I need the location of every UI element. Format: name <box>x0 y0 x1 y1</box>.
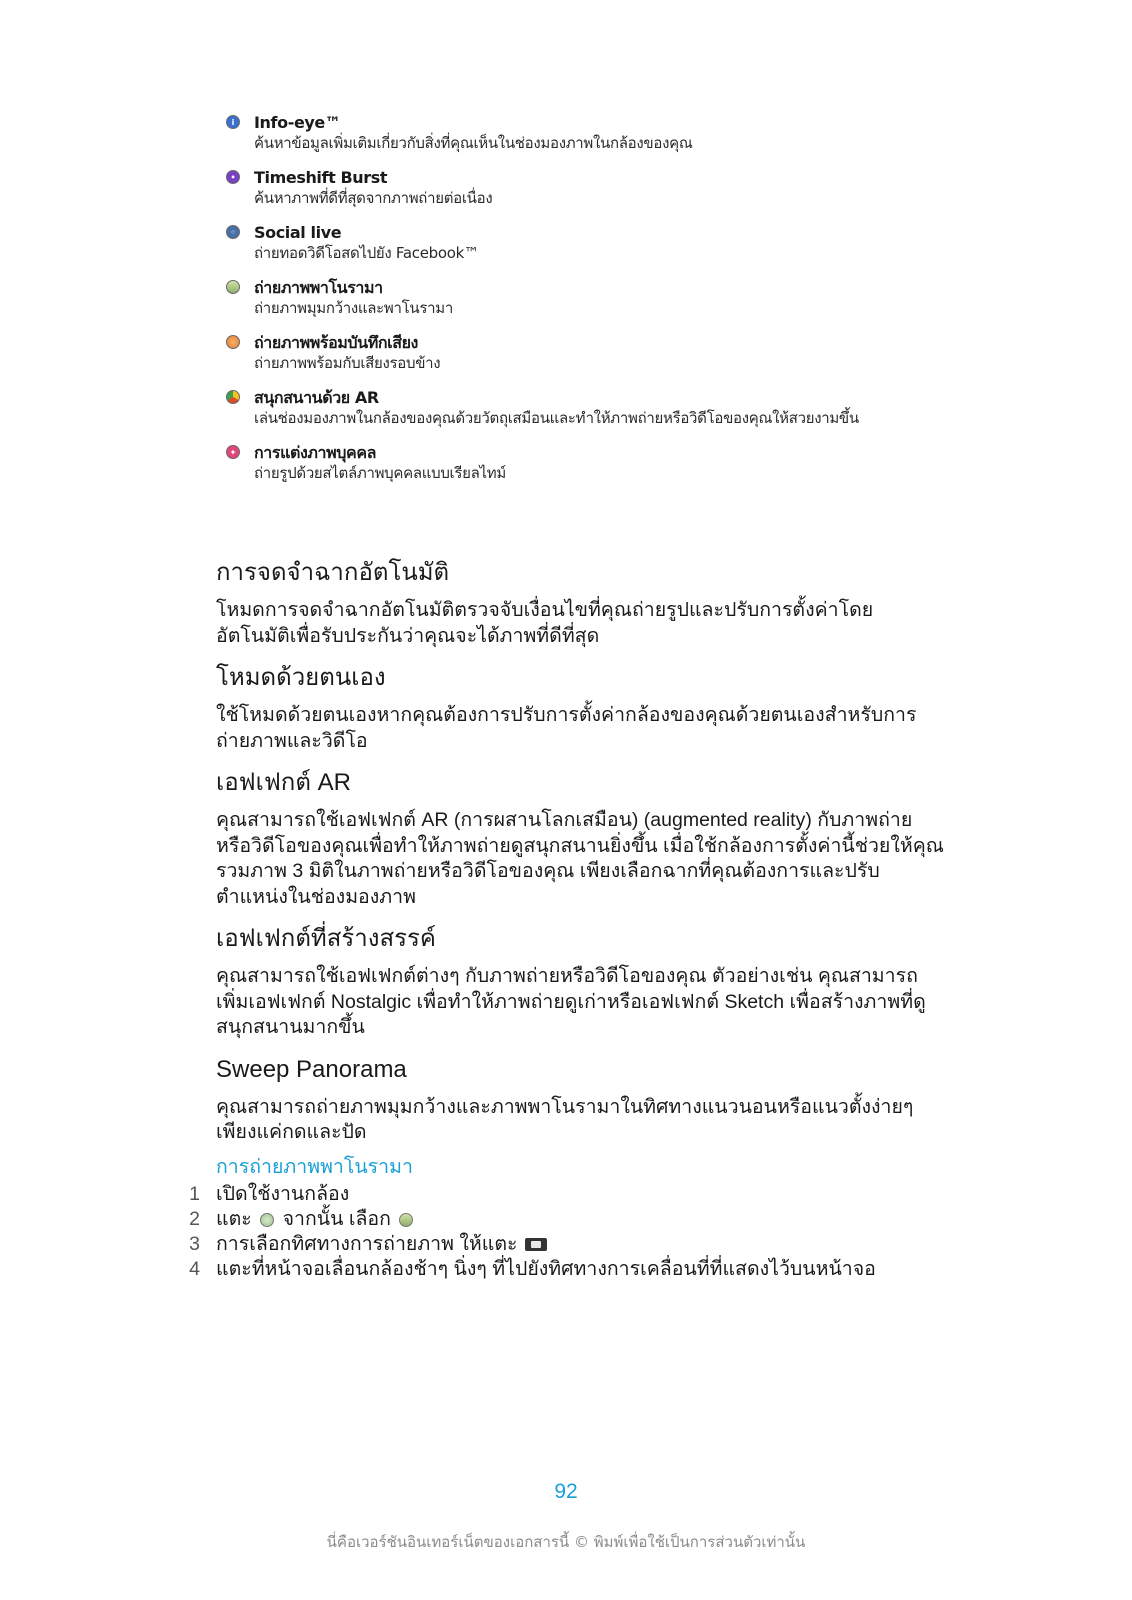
section-body: ใช้โหมดด้วยตนเองหากคุณต้องการปรับการตั้งค่ากล้องของคุณด้วยตนเองสำหรับการถ่ายภาพและวิดีโอ <box>216 704 917 752</box>
mode-description: ถ่ายภาพมุมกว้างและพาโนรามา <box>254 299 453 317</box>
camera-mode-list <box>224 112 944 497</box>
step-number: 1 <box>189 1182 200 1205</box>
direction-arrow-icon <box>525 1238 547 1251</box>
page-number: 92 <box>554 1480 578 1503</box>
mode-item-sound-photo <box>224 332 944 374</box>
mode-description: ถ่ายทอดวิดีโอสดไปยัง Facebook™ <box>254 244 479 262</box>
section-ar-effect <box>216 768 946 910</box>
mode-item-portrait-retouch <box>224 442 944 484</box>
mode-title: ถ่ายภาพพาโนรามา <box>254 278 383 297</box>
section-heading: เอฟเฟกต์ที่สร้างสรรค์ <box>216 925 436 952</box>
section-manual-mode <box>216 663 946 754</box>
mode-description: ค้นหาภาพที่ดีที่สุดจากภาพถ่ายต่อเนื่อง <box>254 189 493 207</box>
procedure-step <box>189 1182 946 1207</box>
mode-title: Info-eye™ <box>254 113 341 132</box>
step-number: 3 <box>189 1232 200 1255</box>
section-heading: โหมดด้วยตนเอง <box>216 664 386 691</box>
camera-mode-icon <box>260 1213 274 1227</box>
step-text: การเลือกทิศทางการถ่ายภาพ ให้แตะ <box>216 1232 518 1255</box>
procedure-title: การถ่ายภาพพาโนรามา <box>216 1155 413 1178</box>
procedure-step <box>189 1257 946 1282</box>
mode-title: การแต่งภาพบุคคล <box>254 443 377 462</box>
ar-fun-icon <box>226 390 240 404</box>
procedure-step <box>189 1207 946 1232</box>
mode-item-social-live <box>224 222 944 264</box>
mode-description: ถ่ายภาพพร้อมกับเสียงรอบข้าง <box>254 354 441 372</box>
portrait-retouch-icon: ✦ <box>226 445 240 459</box>
step-number: 4 <box>189 1257 200 1280</box>
procedure-step <box>189 1232 946 1257</box>
mode-description: ถ่ายรูปด้วยสไตล์ภาพบุคคลแบบเรียลไทม์ <box>254 464 506 482</box>
section-heading: การจดจำฉากอัตโนมัติ <box>216 559 450 586</box>
mode-item-info-eye <box>224 112 944 154</box>
mode-description: เล่นช่องมองภาพในกล้องของคุณด้วยวัตถุเสมือนและทำให้ภาพถ่ายหรือวิดีโอของคุณให้สวยงามขึ้น <box>254 409 859 427</box>
mode-title: ถ่ายภาพพร้อมบันทึกเสียง <box>254 333 418 352</box>
content-sections <box>189 558 946 1296</box>
info-eye-icon: i <box>226 115 240 129</box>
section-auto-scene <box>216 558 946 649</box>
step-text: จากนั้น เลือก <box>282 1207 391 1230</box>
social-live-icon: ◦ <box>226 225 240 239</box>
mode-title: สนุกสนานด้วย AR <box>254 388 379 407</box>
mode-title: Timeshift Burst <box>254 168 388 187</box>
section-body: คุณสามารถใช้เอฟเฟกต์ AR (การผสานโลกเสมือน) (augmented reality) กับภาพถ่ายหรือวิดีโอของคุณเพื่อทำให้ภาพถ่ายดูสนุกสนานยิ่งขึ้น เมื่อใช้กล้องการตั้งค่านี้ช่วยให้คุณรวมภาพ 3 มิติในภาพถ่ายหรือวิดีโอของคุณ เพียงเลือกฉากที่คุณต้องการและปรับตำแหน่งในช่องมองภาพ <box>216 809 944 908</box>
section-sweep-panorama <box>189 1055 946 1282</box>
step-text: เปิดใช้งานกล้อง <box>216 1182 350 1205</box>
section-heading: เอฟเฟกต์ AR <box>216 769 351 796</box>
mode-item-timeshift-burst <box>224 167 944 209</box>
step-text: แตะ <box>216 1207 252 1230</box>
section-heading: Sweep Panorama <box>216 1055 407 1083</box>
section-creative-effect <box>216 924 946 1041</box>
step-text: แตะที่หน้าจอเลื่อนกล้องช้าๆ นิ่งๆ ที่ไปยังทิศทางการเคลื่อนที่ที่แสดงไว้บนหน้าจอ <box>216 1257 876 1280</box>
section-body: คุณสามารถใช้เอฟเฟกต์ต่างๆ กับภาพถ่ายหรือวิดีโอของคุณ ตัวอย่างเช่น คุณสามารถเพิ่มเอฟเฟกต์ Nostalgic เพื่อทำให้ภาพถ่ายดูเก่าหรือเอฟเฟกต์ Sketch เพื่อสร้างภาพที่ดูสนุกสนานมากขึ้น <box>216 965 926 1038</box>
footer-note: นี่คือเวอร์ชันอินเทอร์เน็ตของเอกสารนี้ © พิมพ์เพื่อใช้เป็นการส่วนตัวเท่านั้น <box>326 1533 806 1551</box>
step-number: 2 <box>189 1207 200 1230</box>
mode-description: ค้นหาข้อมูลเพิ่มเติมเกี่ยวกับสิ่งที่คุณเห็นในช่องมองภาพในกล้องของคุณ <box>254 134 693 152</box>
sound-photo-icon <box>226 335 240 349</box>
timeshift-burst-icon: • <box>226 170 240 184</box>
panorama-icon <box>399 1213 413 1227</box>
section-body: โหมดการจดจำฉากอัตโนมัติตรวจจับเงื่อนไขที่คุณถ่ายรูปและปรับการตั้งค่าโดยอัตโนมัติเพื่อรับประกันว่าคุณจะได้ภาพที่ดีที่สุด <box>216 599 874 647</box>
mode-item-panorama <box>224 277 944 319</box>
panorama-icon <box>226 280 240 294</box>
mode-item-ar-fun <box>224 387 944 429</box>
procedure-steps <box>189 1182 946 1282</box>
section-body: คุณสามารถถ่ายภาพมุมกว้างและภาพพาโนรามาในทิศทางแนวนอนหรือแนวตั้งง่ายๆ เพียงแค่กดและปัด <box>216 1095 914 1143</box>
mode-title: Social live <box>254 223 342 242</box>
